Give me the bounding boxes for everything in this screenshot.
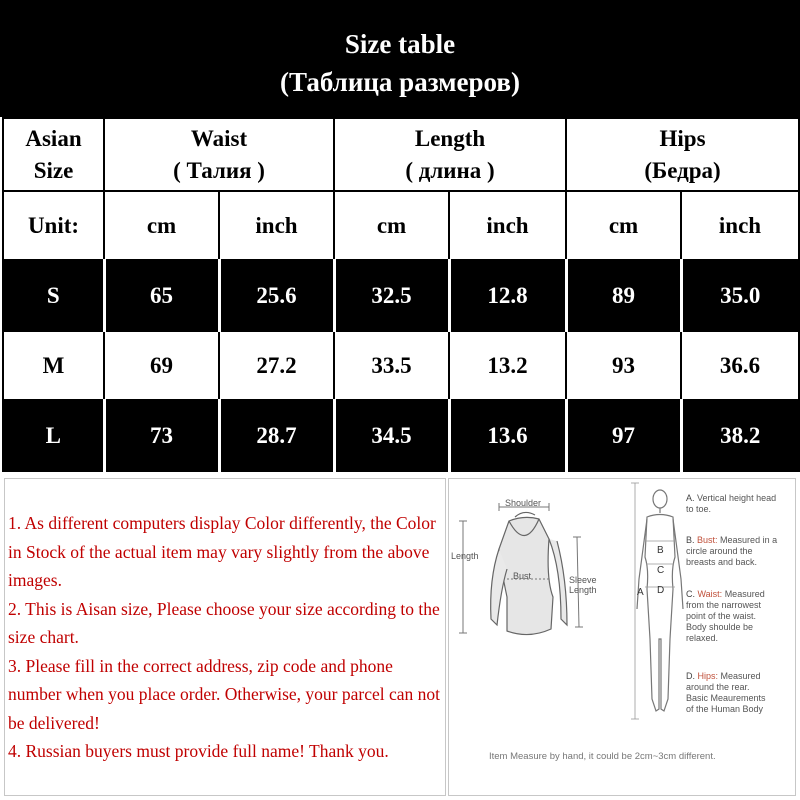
unit-cell: inch [449, 191, 566, 260]
legend-c: C. Waist: Measured from the narrowest point of the waist. Body shoulde be relaxed. [686, 589, 765, 643]
length-label: Length [451, 551, 479, 561]
subtitle: (Таблица размеров) [280, 67, 520, 97]
note-line: number when you place order. Otherwise, your parcel can not [8, 684, 440, 704]
value-cell: 34.5 [334, 400, 449, 471]
legend-b: B. Bust: Measured in a circle around the breasts and back. [686, 535, 778, 567]
body-silhouette [637, 490, 683, 711]
note-line: in Stock of the actual item may vary slightly from the above [8, 541, 430, 562]
legend-a: A. Vertical height head to toe. [686, 493, 777, 514]
body-letter-c: C [657, 565, 665, 576]
unit-cell: inch [681, 191, 799, 260]
value-cell: 28.7 [219, 400, 334, 471]
value-cell: 13.2 [449, 331, 566, 400]
unit-cell: cm [334, 191, 449, 260]
value-cell: 32.5 [334, 260, 449, 331]
size-table [2, 117, 800, 472]
unit-cell: cm [566, 191, 681, 260]
asian-size-header: Asian Size [3, 118, 104, 191]
value-cell: 36.6 [681, 331, 799, 400]
notes-box [4, 478, 446, 796]
size-cell: L [3, 400, 104, 471]
body-letter-a: A [637, 587, 644, 598]
value-cell: 65 [104, 260, 219, 331]
legend-d: D. Hips: Measured around the rear. Basic Meaurements of the Human Body [686, 671, 766, 714]
size-cell: S [3, 260, 104, 331]
note-line: be delivered! [8, 712, 100, 733]
note-line: images. [8, 570, 62, 590]
value-cell: 38.2 [681, 400, 799, 471]
body-letter-b: B [657, 545, 664, 556]
size-row-l [3, 400, 799, 471]
value-cell: 97 [566, 400, 681, 471]
note-line: 2. This is Aisan size, Please choose your size according to the [8, 598, 440, 619]
value-cell: 13.6 [449, 400, 566, 471]
hips-header: Hips (Бедра) [566, 118, 799, 191]
size-cell: M [3, 331, 104, 400]
unit-label: Unit: [3, 191, 104, 260]
body-letter-d: D [657, 585, 665, 596]
note-line: 4. Russian buyers must provide full name! Thank you. [8, 741, 389, 761]
value-cell: 12.8 [449, 260, 566, 331]
unit-cell: cm [104, 191, 219, 260]
note-line: size chart. [8, 627, 79, 647]
unit-cell: inch [219, 191, 334, 260]
value-cell: 89 [566, 260, 681, 331]
value-cell: 25.6 [219, 260, 334, 331]
measurement-diagram [448, 478, 796, 796]
unit-row [3, 191, 799, 260]
shoulder-label: Shoulder [505, 498, 542, 508]
value-cell: 73 [104, 400, 219, 471]
length-header: Length ( длина ) [334, 118, 566, 191]
value-cell: 69 [104, 331, 219, 400]
value-cell: 33.5 [334, 331, 449, 400]
measure-footnote: Item Measure by hand, it could be 2cm~3cm different. [489, 751, 716, 762]
note-line: 1. As different computers display Color differently, the Color [8, 513, 436, 533]
sleeve-length-label: Sleeve Length [569, 575, 597, 595]
bust-label: Bust [513, 571, 532, 581]
size-row-s [3, 260, 799, 331]
value-cell: 27.2 [219, 331, 334, 400]
title-banner [0, 0, 800, 117]
size-row-m [3, 331, 799, 400]
title: Size table [344, 29, 456, 59]
value-cell: 35.0 [681, 260, 799, 331]
header-row [3, 118, 799, 191]
note-line: 3. Please fill in the correct address, zip code and phone [8, 655, 393, 676]
value-cell: 93 [566, 331, 681, 400]
waist-header: Waist ( Талия ) [104, 118, 334, 191]
